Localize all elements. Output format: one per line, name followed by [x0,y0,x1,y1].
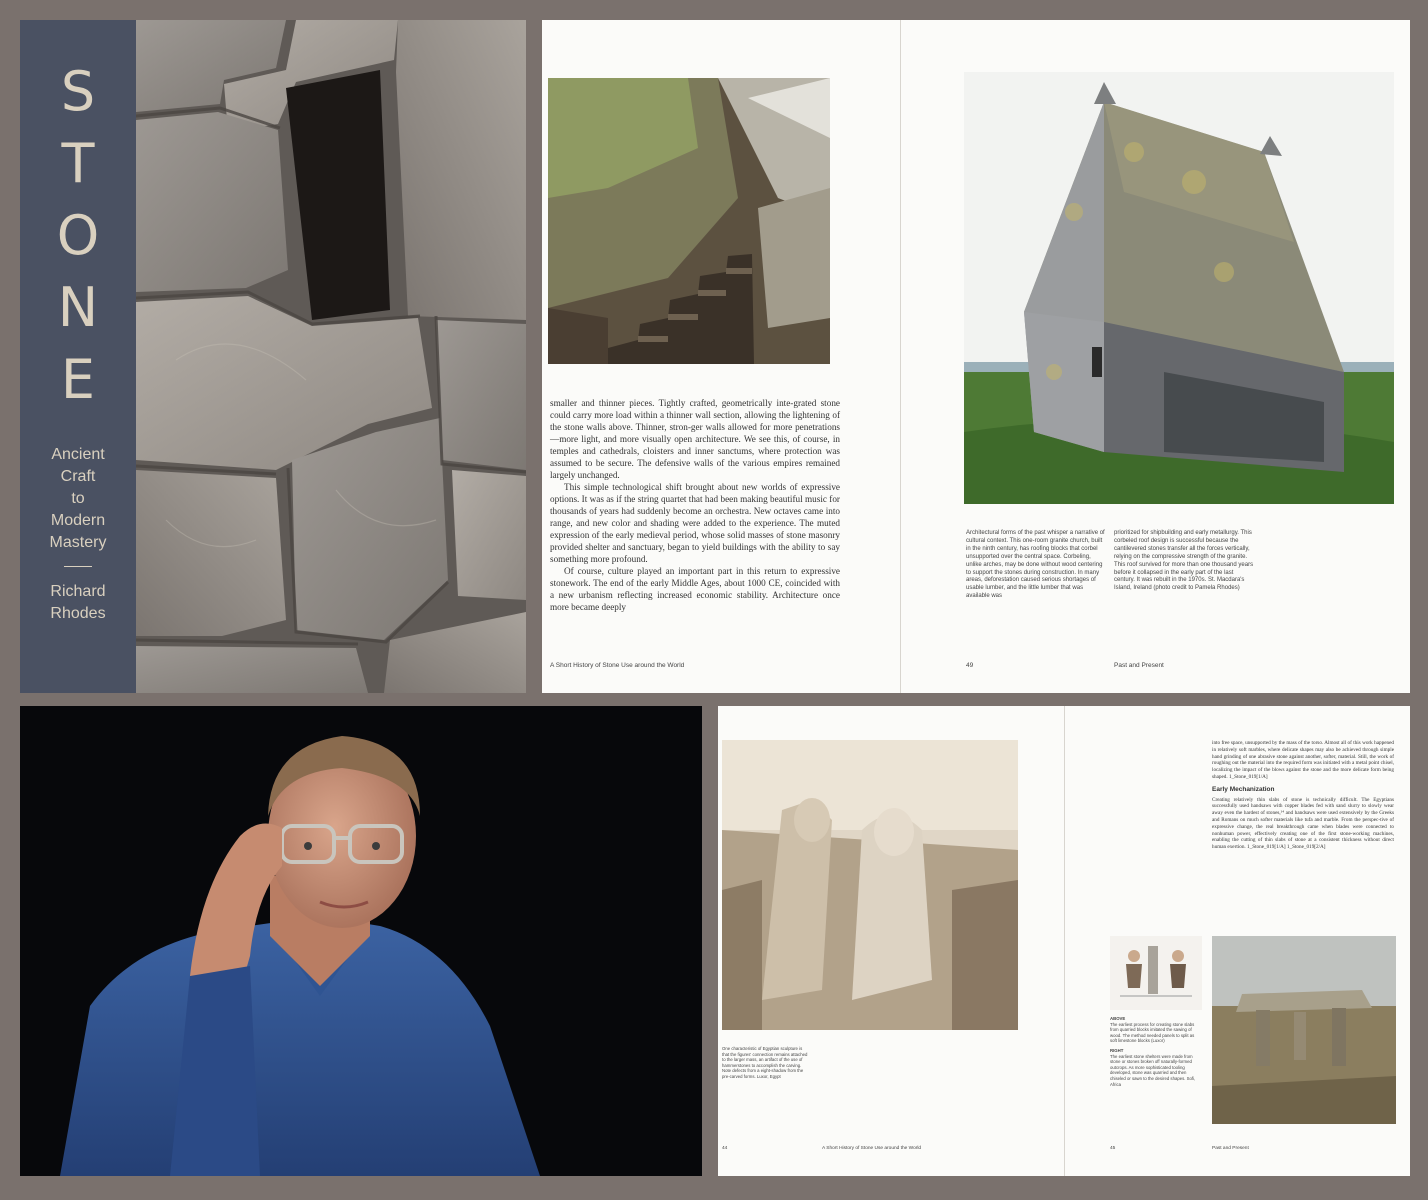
cover-author-line: Rhodes [50,605,106,622]
cover-title [57,56,100,416]
running-footer: Past and Present [1212,1146,1249,1151]
section-subhead: Early Mechanization [1212,785,1275,793]
inca-stone-wall-photo-icon [136,20,526,693]
cover-subtitle-line: Ancient [51,446,105,463]
running-footer: A Short History of Stone Use around the World [550,662,685,669]
caption-text: The earliest stone shelters were made from stone or stones broken off naturally-formed outcrops. As more sophisticated tooling developed, stone was quarried and then chiseled or sawn to the desired shapes. Sofi, Africa [1110,1053,1196,1087]
photo-caption: prioritized for shipbuilding and early metallurgy. This corbeled roof design is successful because the cantilevered stones transfer all the forces vertically, relying on the compressive strength of the granite. This roof survived for more than one thousand years before it collapsed in the early part of the last century. It was rebuilt in the 1970s. St. Macdara's Island, Ireland (photo credit to Pamela Rhodes) [1114,530,1254,592]
cover-title-letter: E [60,348,96,411]
body-paragraph: into free space, unsupported by the mass of the torso. Almost all of this work happened in relatively soft marbles, where delicate shapes may also be achieved through simple hand grinding of one abrasive stone against another, softer, material. Still, the work of roughing out the material into the required form was initiated with a metal point chisel, localizing the impact of the blows against the stone and the more delicate form being shaped. 1_Stone_019[1/A] [1212,740,1394,780]
cover-title-letter: T [61,132,95,195]
cover-title-letter: O [56,204,100,267]
spread-gutter [1064,706,1065,1176]
egyptian-statues-photo-icon [722,740,1018,1030]
cover-author [50,581,105,625]
book-spread-bottom [718,706,1410,1176]
author-portrait-photo-icon [20,706,702,1176]
stone-sawing-drawing-icon [1110,936,1202,1010]
body-paragraph: Creating relatively thin slabs of stone is technically difficult. The Egyptians successfully used handsaws with copper blades fed with sand slurry to slowly wear away even the hardest of stones,¹⁴ and handsaws were used extensively by the Greeks and Romans on much softer materials like tufa and marble. From the perspec-tive of expressive change, the real breakthrough came when blades were connected to nonhuman power, effectively creating one of the first stone-working machines, enabling the cutting of thin slabs of stone at a consistent thickness without direct human exertion. 1_Stone_019[1/A] 1_Stone_019[2/A] [1212,796,1394,851]
body-paragraph: This simple technological shift brought about new worlds of expressive options. It was as if the string quartet that had been making beautiful music for thousands of years had suddenly become an orchestra. New octaves came into range, and new color and shading were added to the experience. The muted expression of the early medieval period, whose solid masses of stone masonry provided shelter and sanctuary, began to yield buildings with the ability to say something more profound. [550,482,840,564]
spread-body-text [1212,740,1394,851]
cover-title-band [20,20,136,693]
page-number: 45 [1110,1146,1116,1151]
body-paragraph: Of course, culture played an important part in this return to expressive stonework. The end of the early Middle Ages, about 1000 CE, coincided with a new urbanism reflecting increased economic stability. Architecture once more became deeply [550,566,840,612]
running-footer: A Short History of Stone Use around the World [822,1146,922,1151]
stone-stairs-photo-icon [548,78,830,364]
stone-shelter-photo-icon [1212,936,1396,1124]
photo-caption [1110,1016,1202,1087]
cover-subtitle-line: Craft [60,468,96,485]
stone-church-photo-icon [964,72,1394,504]
caption-label: ABOVE [1110,1016,1126,1021]
body-paragraph: smaller and thinner pieces. Tightly crafted, geometrically inte-grated stone could carry more load within a thinner wall section, allowing the lightening of the stone walls above. Thinner, stron-ger walls allowed for more penetrations—more light, and more visually open architecture. We see this, of course, in temples and cathedrals, cloisters and inner sanctums, where protection was assumed to be secure. The defensive walls of the various empires remained largely unchanged. [550,398,840,480]
running-footer: Past and Present [1114,662,1164,669]
cover-subtitle-line: to [71,490,85,507]
cover-subtitle-line: Modern [50,512,106,529]
cover-subtitle [50,444,107,554]
caption-text: The earliest process for creating stone slabs from quarried blocks imitated the sawing of wood. The method needed panels to split as soft limestone blocks (Luxor) [1110,1021,1195,1044]
spread-body-text [550,397,840,613]
spread-gutter [900,20,901,693]
caption-label: RIGHT [1110,1047,1124,1053]
book-cover [20,20,526,693]
page-number: 49 [966,662,974,669]
cover-author-line: Richard [50,583,106,600]
book-spread-top [542,20,1410,693]
photo-caption: Architectural forms of the past whisper a narrative of cultural context. This one-room granite church, built in the ninth century, has roofing blocks that corbel unsupported over the central space. Corbeling, unlike arches, may be done without wood centering to support the stones during construction. In many areas, deforestation caused serious shortages of usable lumber, and the little lumber that was available was [966,530,1105,600]
page-number: 44 [722,1146,728,1151]
cover-subtitle-line: Mastery [49,534,107,551]
cover-title-letter: S [60,60,96,123]
photo-caption: One characteristic of Egyptian sculpture is that the figures' connection remains attached to the larger mass, an artifact of the use of hammerstones to accomplish the carving. Note defects from a eight-shadow from the pre-carved forms. Luxor, Egypt [722,1046,808,1079]
cover-divider [64,566,92,567]
cover-title-letter: N [57,276,99,339]
